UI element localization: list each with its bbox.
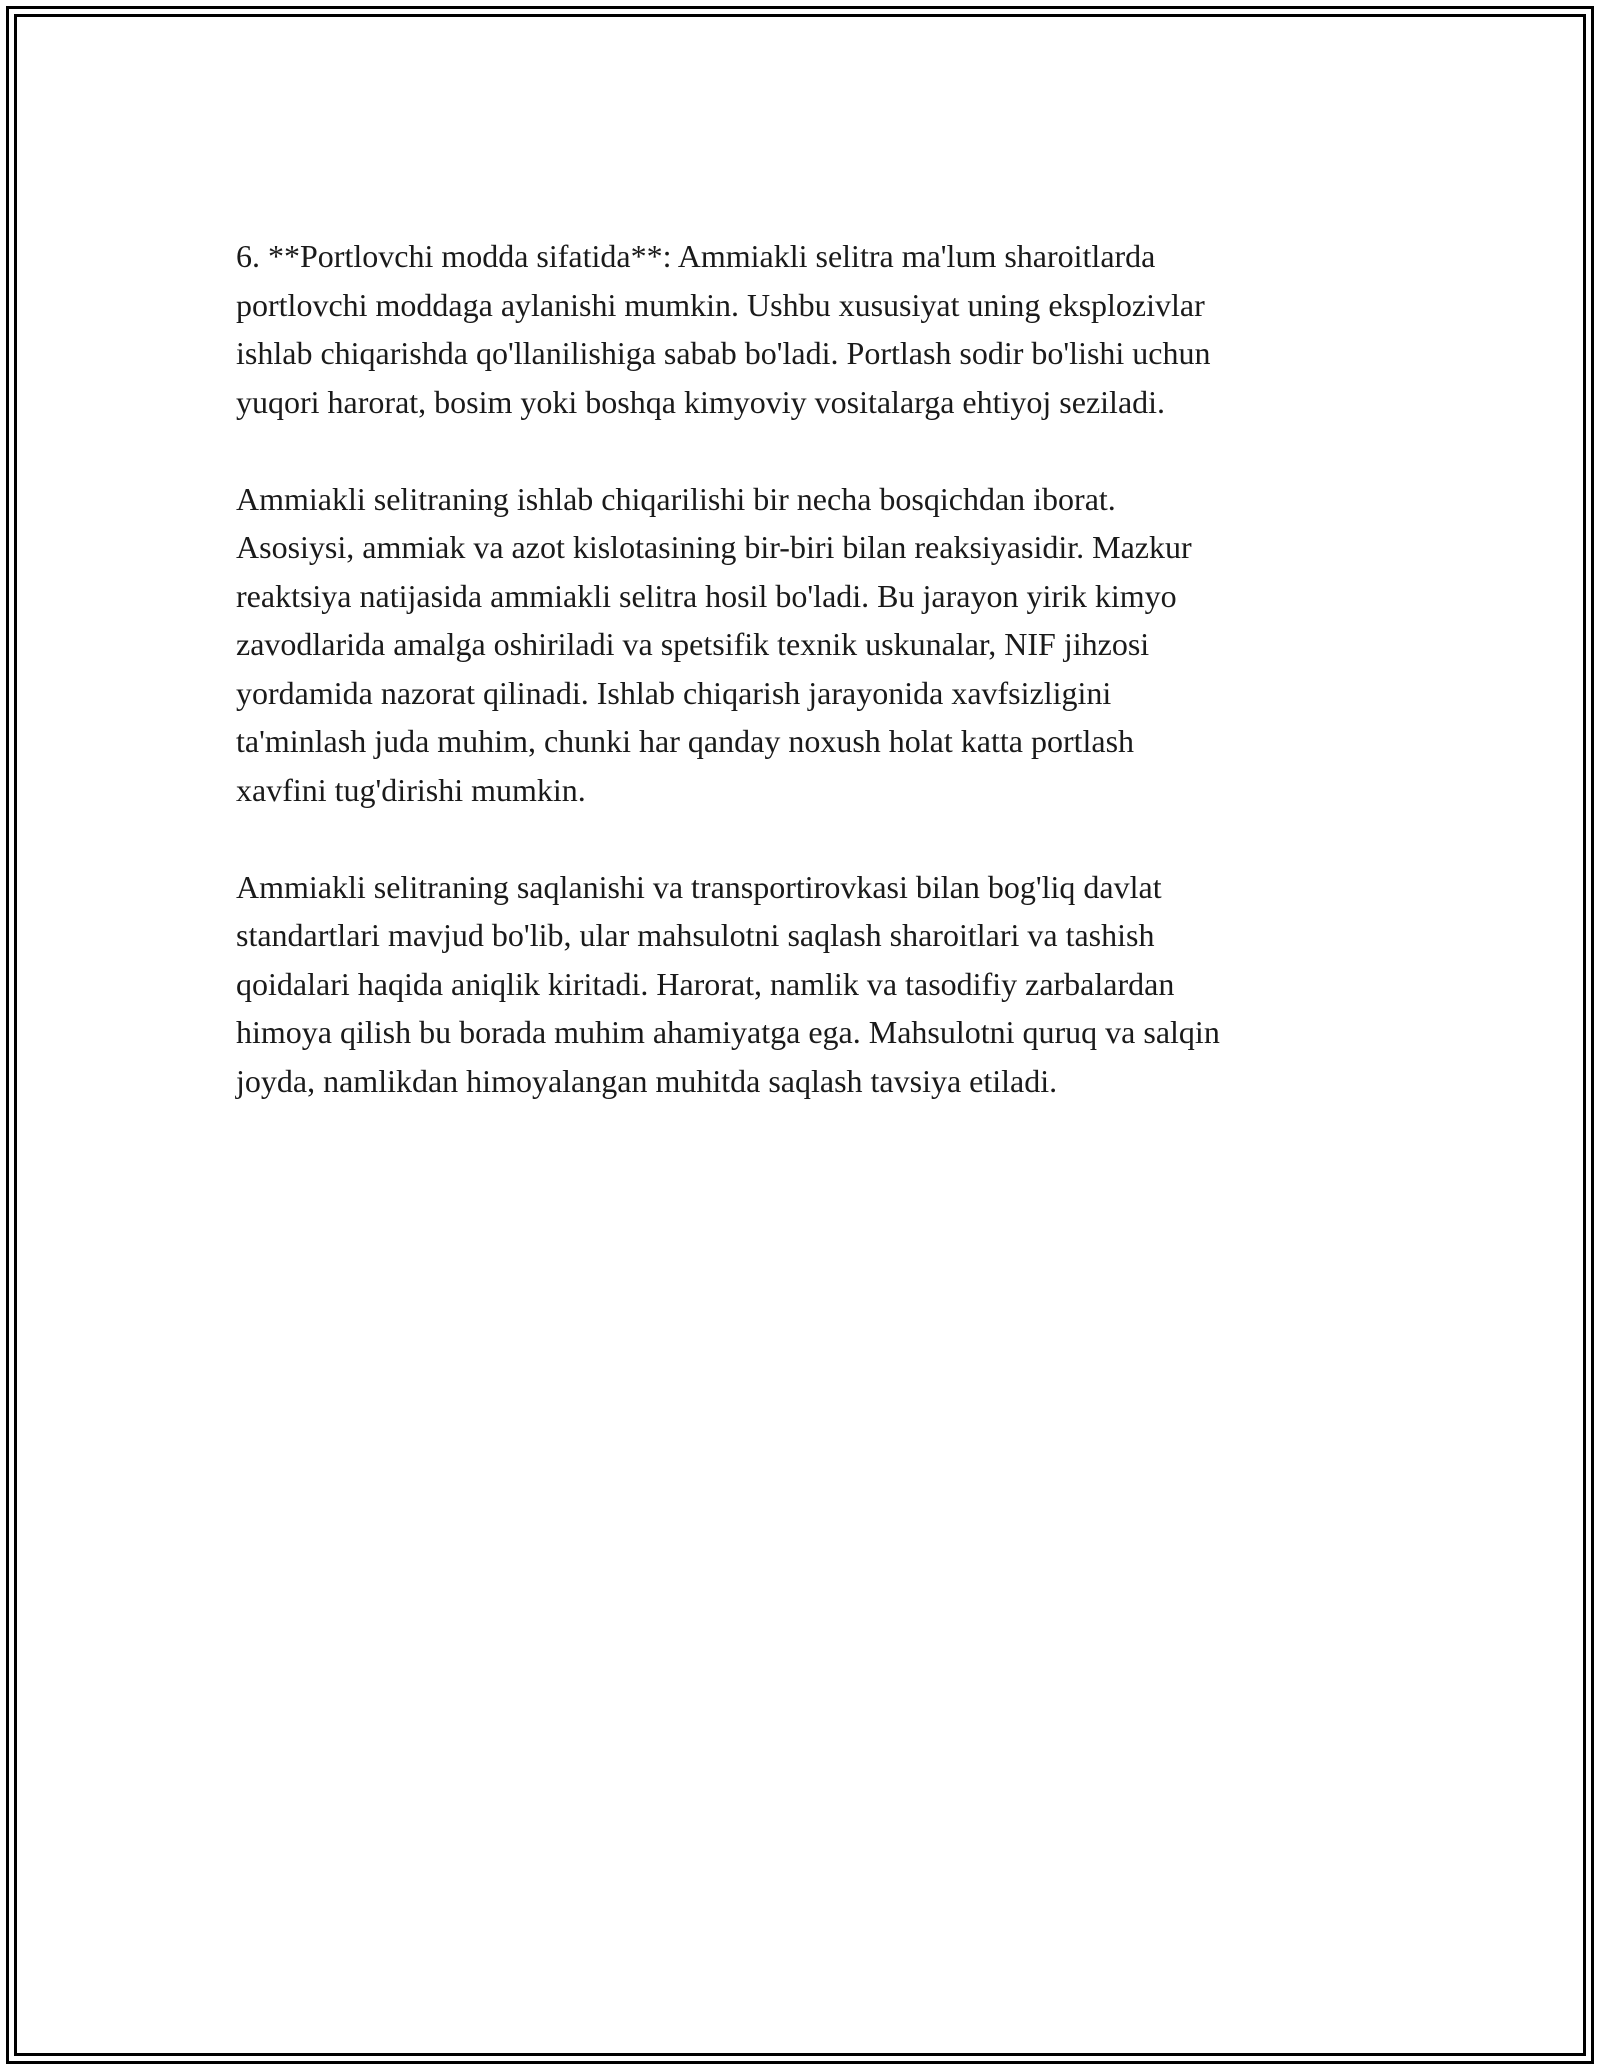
document-body [236,232,1386,1154]
text-line: xavfini tug'dirishi mumkin. [236,771,586,808]
text-line: reaktsiya natijasida ammiakli selitra hosil bo'ladi. Bu jarayon yirik kimyo [236,577,1177,614]
text-line: himoya qilish bu borada muhim ahamiyatga ega. Mahsulotni quruq va salqin [236,1014,1220,1050]
text-line: 6. **Portlovchi modda sifatida**: Ammiakli selitra ma'lum sharoitlarda [236,238,1156,274]
paragraph-2 [236,475,1386,815]
text-line: ta'minlash juda muhim, chunki har qanday noxush holat katta portlash [236,723,1135,759]
paragraph-1 [236,232,1386,426]
text-line: Asosiysi, ammiak va azot kislotasining bir-biri bilan reaksiyasidir. Mazkur [236,529,1192,565]
text-line: yordamida nazorat qilinadi. Ishlab chiqarish jarayonida xavfsizligini [236,674,1112,711]
text-line: Ammiakli selitraning saqlanishi va transportirovkasi bilan bog'liq davlat [236,868,1162,905]
text-line: yuqori harorat, bosim yoki boshqa kimyoviy vositalarga ehtiyoj seziladi. [236,383,1166,420]
text-line: zavodlarida amalga oshiriladi va spetsifik texnik uskunalar, NIF jihzosi [236,626,1150,662]
text-line: Ammiakli selitraning ishlab chiqarilishi bir necha bosqichdan iborat. [236,480,1116,517]
text-line: ishlab chiqarishda qo'llanilishiga sabab bo'ladi. Portlash sodir bo'lishi uchun [236,335,1211,371]
paragraph-3 [236,863,1386,1106]
text-line: joyda, namlikdan himoyalangan muhitda saqlash tavsiya etiladi. [236,1062,1058,1099]
text-line: standartlari mavjud bo'lib, ular mahsulotni saqlash sharoitlari va tashish [236,917,1155,953]
text-line: portlovchi moddaga aylanishi mumkin. Ushbu xususiyat uning eksplozivlar [236,286,1205,323]
text-line: qoidalari haqida aniqlik kiritadi. Harorat, namlik va tasodifiy zarbalardan [236,965,1175,1002]
